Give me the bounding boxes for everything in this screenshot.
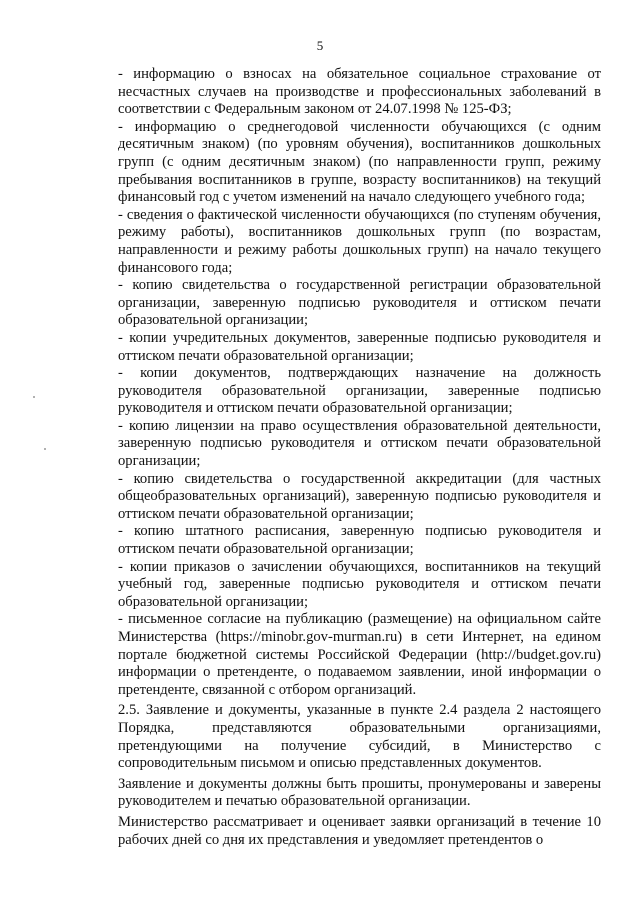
paragraph: - информацию о взносах на обязательное социальное страхование от несчастных случаев на производстве и профессиональных заболеваний в соответствии с Федеральным законом от 24.07.1998 № 125-ФЗ; (118, 66, 601, 118)
paragraph: - копии приказов о зачислении обучающихся, воспитанников на текущий учебный год, заверенные подписью руководителя и оттиском печати образовательной организации; (118, 558, 601, 610)
document-body (118, 66, 601, 849)
paragraph: 2.5. Заявление и документы, указанные в пункте 2.4 раздела 2 настоящего Порядка, представляются образовательными организациями, претендующими на получение субсидий, в Министерство с сопроводительным письмом и описью представленных документов. (118, 702, 601, 772)
scan-speck (44, 448, 46, 450)
paragraph: - информацию о среднегодовой численности обучающихся (с одним десятичным знаком) (по уровням обучения), воспитанников дошкольных групп (с одним десятичным знаком) (по направленности групп, режиму пребывания воспитанников в группе, возрасту воспитанников) на текущий финансовый год с учетом изменений на начало следующего учебного года; (118, 118, 601, 206)
paragraph: - копию свидетельства о государственной регистрации образовательной организации, заверенную подписью руководителя и оттиском печати образовательной организации; (118, 277, 601, 329)
paragraph: - сведения о фактической численности обучающихся (по ступеням обучения, режиму работы), воспитанников дошкольных групп (по возрастам, направленности и режиму работы дошкольных групп) на начало текущего финансового года; (118, 206, 601, 276)
paragraph: - копии учредительных документов, заверенные подписью руководителя и оттиском печати образовательной организации; (118, 329, 601, 364)
paragraph: Заявление и документы должны быть прошиты, пронумерованы и заверены руководителем и печатью образовательной организации. (118, 775, 601, 810)
paragraph: Министерство рассматривает и оценивает заявки организаций в течение 10 рабочих дней со дня их представления и уведомляет претендентов о (118, 813, 601, 848)
paragraph: - копии документов, подтверждающих назначение на должность руководителя образовательной организации, заверенные подписью руководителя и оттиском печати образовательной организации; (118, 365, 601, 417)
paragraph: - копию свидетельства о государственной аккредитации (для частных общеобразовательных организаций), заверенную подписью руководителя и оттиском печати образовательной организации; (118, 470, 601, 522)
scan-speck (33, 396, 35, 398)
paragraph: - копию лицензии на право осуществления образовательной деятельности, заверенную подписью руководителя и оттиском печати образовательной организации; (118, 417, 601, 470)
page-number: 5 (316, 38, 324, 53)
paragraph: - письменное согласие на публикацию (размещение) на официальном сайте Министерства (https://minobr.gov-murman.ru) в сети Интернет, на едином портале бюджетной системы Российской Федерации (http://budget.gov.ru) информации о претенденте, о подаваемом заявлении, иной информации о претенденте, связанной с отбором организаций. (118, 611, 601, 698)
paragraph: - копию штатного расписания, заверенную подписью руководителя и оттиском печати образовательной организации; (118, 523, 601, 558)
